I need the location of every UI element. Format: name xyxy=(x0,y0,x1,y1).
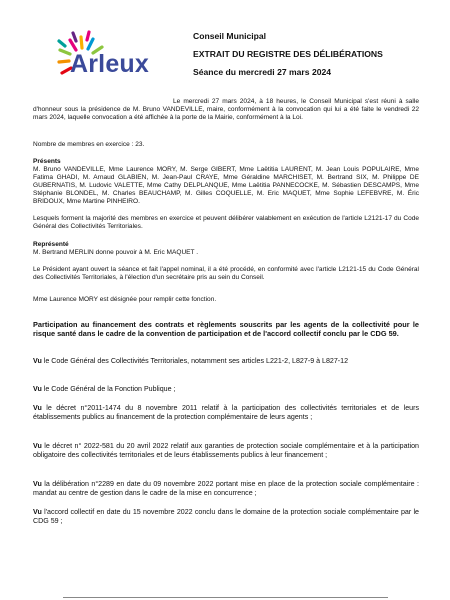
visa-item xyxy=(33,357,419,366)
visa-label: Vu xyxy=(33,480,42,488)
document-header xyxy=(193,31,433,85)
visa-text: le décret n°2011-1474 du 8 novembre 2011 relatif à la participation des collectivités territoriales et de leurs établissements publics au financement de la protection complémentaire de leurs agents ; xyxy=(33,404,419,421)
register-title: EXTRAIT DU REGISTRE DES DÉLIBÉRATIONS xyxy=(193,49,383,59)
secretary-text: Mme Laurence MORY est désignée pour remplir cette fonction. xyxy=(33,296,217,303)
intro-paragraph: Le mercredi 27 mars 2024, à 18 heures, le Conseil Municipal s'est réuni à salle d'honneur sous la présidence de M. Bruno VANDEVILLE, maire, conformément à la convocation qui lui a été faite le vendredi 22 mars 2024, laquelle convocation a été affichée à la porte de la Mairie, conformément à la Loi. xyxy=(33,98,419,122)
logo-text: Arleux xyxy=(70,50,150,78)
visa-item xyxy=(33,385,419,394)
footer-divider xyxy=(63,597,388,598)
arleux-logo xyxy=(56,28,168,94)
represented-text: M. Bertrand MERLIN donne pouvoir à M. Eric MAQUET . xyxy=(33,249,199,256)
majority-text: Lesquels forment la majorité des membres en exercice et peuvent délibérer valablement en exécution de l'article L2121-17 du Code Général des Collectivités Territoriales. xyxy=(33,215,419,231)
present-title: Présents xyxy=(33,158,61,165)
council-title: Conseil Municipal xyxy=(193,31,267,41)
visa-item xyxy=(33,442,419,460)
visa-label: Vu xyxy=(33,442,42,450)
deliberation-subject: Participation au financement des contrats et règlements souscrits par les agents de la collectivité pour le risque santé dans le cadre de la convention de participation et de l'accord collectif conclu par le CDG 59. xyxy=(33,320,419,339)
visa-item xyxy=(33,404,419,422)
present-list: M. Bruno VANDEVILLE, Mme Laurence MORY, M. Serge GIBERT, Mme Laëtitia LAURENT, M. Jean Louis POPULAIRE, Mme Fatima GHADI, M. Arnaud GLABIEN, M. Jean-Paul CRAYE, Mme Géraldine MARCHISET, M. Bertrand SIX, M. Philippe DE GUBERNATIS, M. Ludovic VALETTE, Mme Cathy DELPLANQUE, Mme Laëtitia PANNECOCKE, M. Sébastien DESCAMPS, Mme Stéphanie BLONDEL, M. Charles BEAUCHAMP, M. Gilles COQUELLE, M. Eric MAQUET, Mme Sophie LEFEBVRE, M. Éric BRIDOUX, Mme Martine PINHEIRO. xyxy=(33,166,419,206)
session-date: Séance du mercredi 27 mars 2024 xyxy=(193,67,332,77)
visa-label: Vu xyxy=(33,404,42,412)
visa-text: le Code Général des Collectivités Territoriales, notamment ses articles L221-2, L827-9 à L827-12 xyxy=(41,357,349,365)
visa-text: l'accord collectif en date du 15 novembre 2022 conclu dans le domaine de la protection sociale complémentaire par le CDG 59 ; xyxy=(33,508,419,525)
visa-text: le Code Général de la Fonction Publique ; xyxy=(41,385,176,393)
members-count: Nombre de membres en exercice : 23. xyxy=(33,141,145,148)
visa-item xyxy=(33,508,419,526)
represented-title: Représenté xyxy=(33,241,69,248)
visa-label: Vu xyxy=(33,357,42,365)
president-paragraph: Le Président ayant ouvert la séance et fait l'appel nominal, il a été procédé, en conformité avec l'article L2121-15 du Code Général des Collectivités Territoriales, à l'élection d'un secrétaire pris au sein du Conseil. xyxy=(33,266,419,282)
visa-label: Vu xyxy=(33,508,42,516)
visa-label: Vu xyxy=(33,385,42,393)
visa-item xyxy=(33,480,419,498)
visa-text: le décret n° 2022-581 du 20 avril 2022 relatif aux garanties de protection sociale complémentaire et à la participation obligatoire des collectivités territoriales et de leurs établissements publics à leur financement ; xyxy=(33,442,419,459)
visa-text: la délibération n°2289 en date du 09 novembre 2022 portant mise en place de la protection sociale complémentaire : mandat au centre de gestion dans le cadre de la mise en concurrence ; xyxy=(33,480,419,497)
